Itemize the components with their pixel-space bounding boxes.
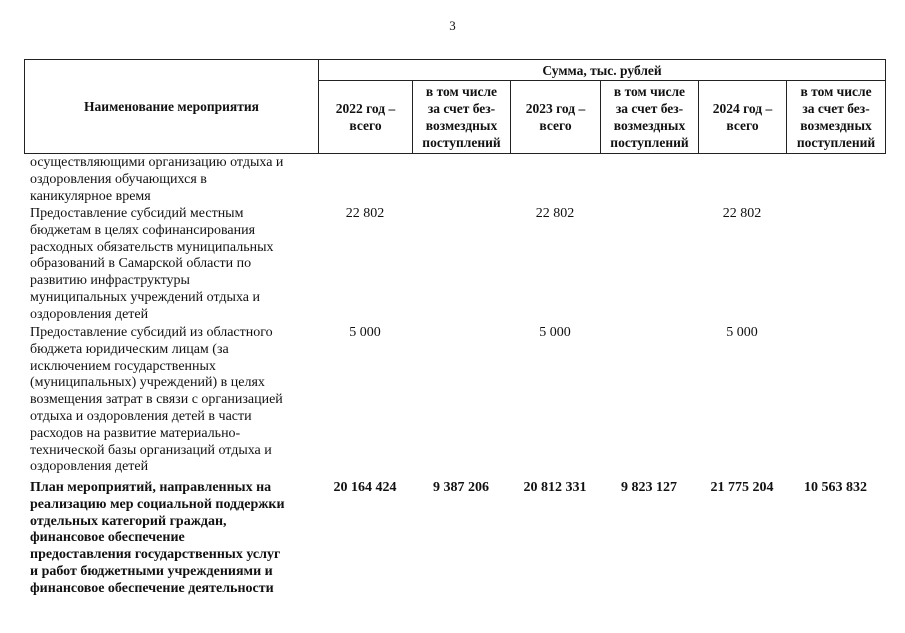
header-2022-total: 2022 год – всего xyxy=(319,81,413,154)
value-2023-total: 5 000 xyxy=(539,325,571,340)
value-2023-total: 20 812 331 xyxy=(523,480,587,495)
header-2023-gratuitous: в том числе за счет без- возмездных поступлений xyxy=(601,81,699,154)
value-2024-gratuitous: 10 563 832 xyxy=(804,480,867,495)
row-name: План мероприятий, направленных на реализацию мер социальной поддержки отдельных категорий граждан, финансовое обеспечение предоставления государственных услуг и работ бюджетными учреждениями и финансовое обеспечение деятельности xyxy=(30,480,285,596)
header-2023-total: 2023 год – всего xyxy=(511,81,601,154)
value-2022-total: 5 000 xyxy=(349,325,381,340)
row-name: осуществляющими организацию отдыха и оздоровления обучающихся в каникулярное время xyxy=(30,155,284,204)
value-2022-total: 20 164 424 xyxy=(333,480,397,495)
header-name-column: Наименование мероприятия xyxy=(25,60,319,154)
row-name: Предоставление субсидий из областного бюджета юридическим лицам (за исключением государственных (муниципальных) учреждений) в целях возмещения затрат в связи с организацией отдыха и оздоровления детей в части расходов на развитие материально- технической базы организаций отдыха и оздоровления детей xyxy=(30,325,283,475)
value-2023-gratuitous: 9 823 127 xyxy=(621,480,677,495)
value-2022-gratuitous: 9 387 206 xyxy=(433,480,489,495)
value-2023-total: 22 802 xyxy=(535,206,575,221)
page-number: 3 xyxy=(449,18,456,33)
value-2024-total: 5 000 xyxy=(726,325,758,340)
header-sum-group: Сумма, тыс. рублей xyxy=(319,60,886,81)
header-2022-gratuitous: в том числе за счет без- возмездных поступлений xyxy=(413,81,511,154)
table-header xyxy=(24,59,886,154)
value-2022-total: 22 802 xyxy=(345,206,385,221)
header-2024-gratuitous: в том числе за счет без- возмездных поступлений xyxy=(787,81,886,154)
row-name: Предоставление субсидий местным бюджетам в целях софинансирования расходных обязательств муниципальных образований в Самарской области по развитию инфраструктуры муниципальных учреждений отдыха и оздоровления детей xyxy=(30,206,274,322)
value-2024-total: 22 802 xyxy=(722,206,762,221)
header-2024-total: 2024 год – всего xyxy=(699,81,787,154)
value-2024-total: 21 775 204 xyxy=(710,480,774,495)
